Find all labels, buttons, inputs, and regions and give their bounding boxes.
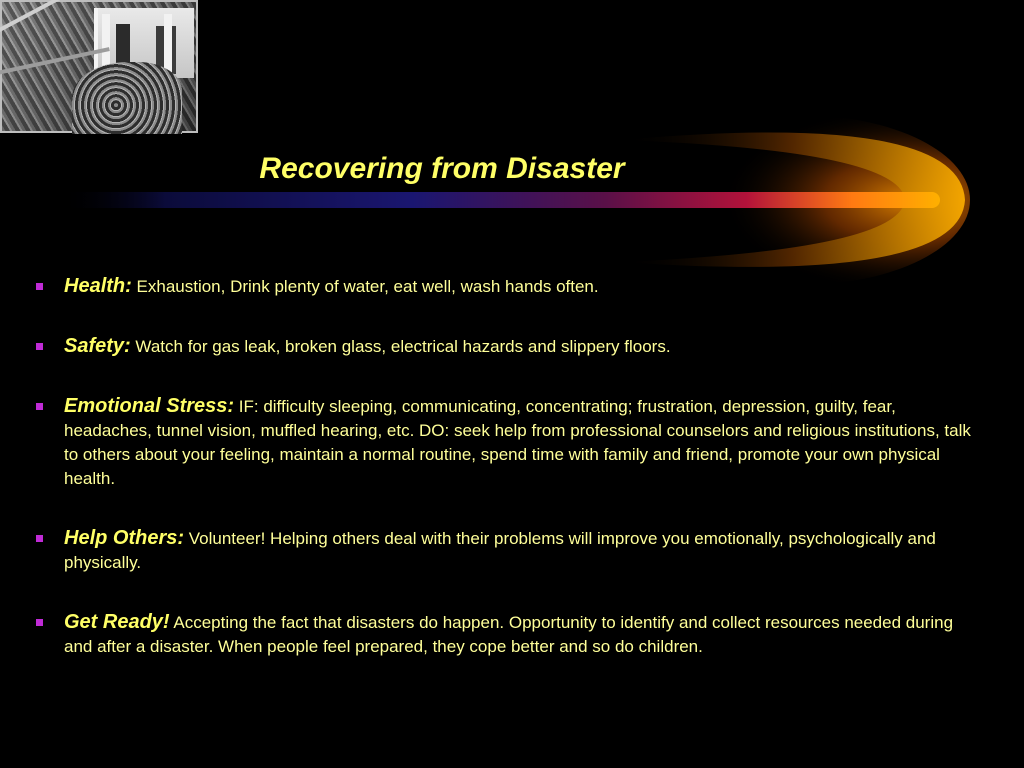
bullet-get-ready xyxy=(36,610,972,659)
swoosh-band xyxy=(60,192,940,208)
square-bullet-icon xyxy=(36,535,43,542)
bullet-health xyxy=(36,274,972,299)
square-bullet-icon xyxy=(36,403,43,410)
bullet-text: Exhaustion, Drink plenty of water, eat well, wash hands often. xyxy=(131,277,599,296)
bullet-heading: Emotional Stress: xyxy=(64,395,235,417)
bullet-text: Watch for gas leak, broken glass, electrical hazards and slippery floors. xyxy=(130,337,671,356)
bullet-heading: Help Others: xyxy=(64,527,185,549)
bullet-heading: Safety: xyxy=(64,335,131,357)
square-bullet-icon xyxy=(36,283,43,290)
bullet-text: Volunteer! Helping others deal with their problems will improve you emotionally, psychologically and physically. xyxy=(64,529,936,572)
square-bullet-icon xyxy=(36,619,43,626)
decorative-swoosh xyxy=(0,100,1024,300)
bullet-emotional-stress xyxy=(36,394,972,491)
bullet-heading: Health: xyxy=(64,275,132,297)
bullet-text: Accepting the fact that disasters do happen. Opportunity to identify and collect resources needed during and after a disaster. When people feel prepared, they cope better and so do children. xyxy=(64,613,954,656)
bullet-heading: Get Ready! xyxy=(64,611,170,633)
bullet-safety xyxy=(36,334,972,359)
bullet-list xyxy=(36,274,972,659)
square-bullet-icon xyxy=(36,343,43,350)
bullet-help-others xyxy=(36,526,972,575)
slide-title: Recovering from Disaster xyxy=(259,152,625,185)
bullet-text: IF: difficulty sleeping, communicating, concentrating; frustration, depression, guilty, fear, headaches, tunnel vision, muffled hearing, etc. DO: seek help from professional counselors and religious institutions, talk to others about your feeling, maintain a normal routine, spend time with family and friend, promote your own physical health. xyxy=(64,397,971,488)
